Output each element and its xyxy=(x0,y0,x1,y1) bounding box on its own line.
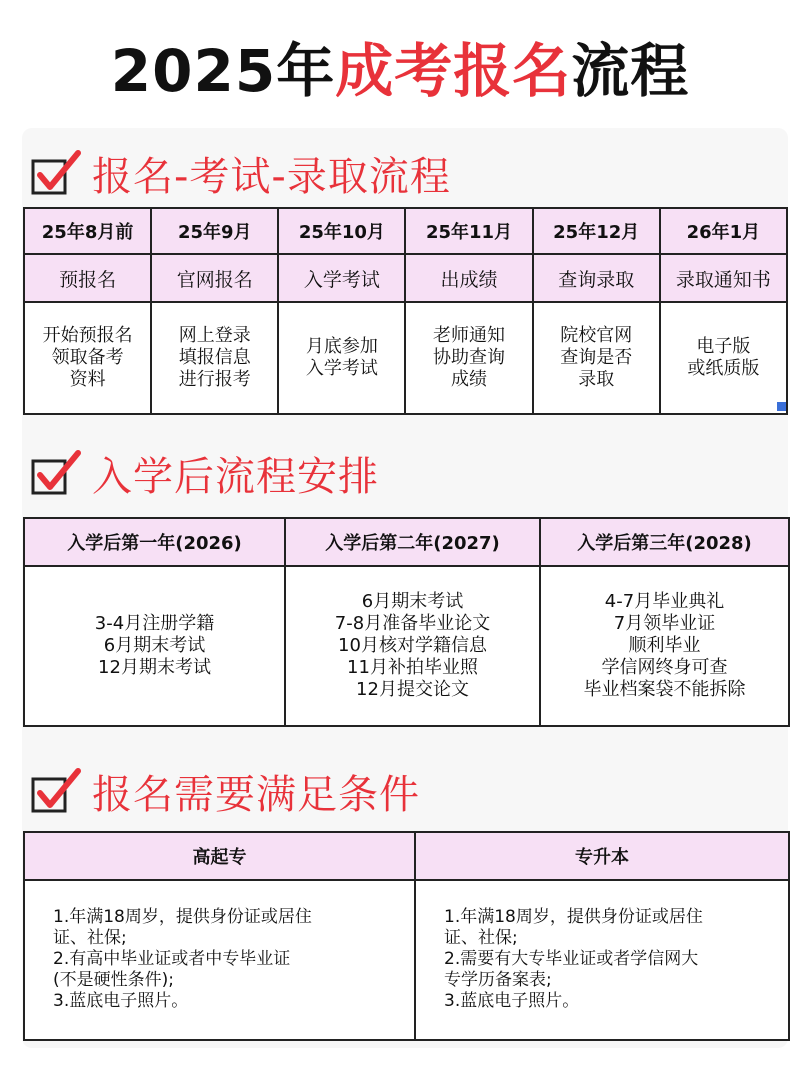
detail-line: 开始预报名 xyxy=(42,325,133,346)
checkbox-check-icon xyxy=(30,765,82,817)
detail-line: 11月补拍毕业照 xyxy=(347,657,478,678)
checkbox-check-icon xyxy=(30,147,82,199)
detail-line: 填报信息 xyxy=(178,347,251,368)
step-label: 出成绩 xyxy=(405,254,532,302)
requirement-line: 专学历备案表; xyxy=(444,970,552,990)
title-highlight: 成考报名 xyxy=(335,37,572,105)
corner-marker xyxy=(777,402,786,411)
detail-line: 毕业档案袋不能拆除 xyxy=(583,679,746,700)
section-title: 报名需要满足条件 xyxy=(92,771,420,818)
step-label: 查询录取 xyxy=(533,254,660,302)
detail-line: 查询是否 xyxy=(560,347,633,368)
step-label: 官网报名 xyxy=(151,254,278,302)
detail-line: 入学考试 xyxy=(305,358,378,379)
detail-line: 成绩 xyxy=(451,369,488,390)
requirement-line: 3.蓝底电子照片。 xyxy=(444,991,580,1011)
detail-line: 12月期末考试 xyxy=(98,657,211,678)
year-detail xyxy=(540,566,789,726)
detail-line: 电子版 xyxy=(696,336,751,357)
table-row xyxy=(24,302,787,414)
year-detail xyxy=(285,566,540,726)
year-header: 入学后第二年(2027) xyxy=(285,518,540,566)
detail-line: 6月期末考试 xyxy=(103,635,206,656)
step-detail xyxy=(24,302,151,414)
detail-line: 领取备考 xyxy=(51,347,124,368)
date-cell: 25年11月 xyxy=(405,208,532,254)
detail-line: 3-4月注册学籍 xyxy=(94,613,215,634)
title-suffix: 流程 xyxy=(571,37,690,105)
detail-line: 录取 xyxy=(578,369,615,390)
detail-line: 网上登录 xyxy=(178,325,251,346)
detail-line: 学信网终身可查 xyxy=(601,657,728,678)
requirement-line: 证、社保; xyxy=(53,928,127,948)
checkbox-check-icon xyxy=(30,447,82,499)
section-title: 报名-考试-录取流程 xyxy=(92,153,451,200)
requirements-table xyxy=(23,831,790,1041)
program-header: 高起专 xyxy=(24,832,415,880)
year-detail xyxy=(24,566,285,726)
step-detail xyxy=(533,302,660,414)
requirement-line: 1.年满18周岁，提供身份证或居住 xyxy=(444,907,703,927)
page-title xyxy=(0,26,800,116)
schedule-table xyxy=(23,517,790,727)
section-title: 入学后流程安排 xyxy=(92,453,379,500)
table-row xyxy=(24,566,789,726)
year-header: 入学后第一年(2026) xyxy=(24,518,285,566)
step-detail xyxy=(151,302,278,414)
requirement-list xyxy=(415,880,789,1040)
table-row xyxy=(24,254,787,302)
requirement-line: (不是硬性条件); xyxy=(53,970,174,990)
detail-line: 老师通知 xyxy=(433,325,506,346)
requirement-line: 3.蓝底电子照片。 xyxy=(53,991,189,1011)
date-cell: 25年9月 xyxy=(151,208,278,254)
step-label: 入学考试 xyxy=(278,254,405,302)
detail-line: 进行报考 xyxy=(178,369,251,390)
requirement-line: 1.年满18周岁，提供身份证或居住 xyxy=(53,907,312,927)
requirement-list xyxy=(24,880,415,1040)
detail-line: 或纸质版 xyxy=(687,358,760,379)
step-label: 预报名 xyxy=(24,254,151,302)
step-label: 录取通知书 xyxy=(660,254,787,302)
date-cell: 26年1月 xyxy=(660,208,787,254)
detail-line: 12月提交论文 xyxy=(356,679,469,700)
date-cell: 25年12月 xyxy=(533,208,660,254)
detail-line: 7月领毕业证 xyxy=(613,613,716,634)
detail-line: 6月期末考试 xyxy=(361,591,464,612)
table-row xyxy=(24,880,789,1040)
detail-line: 7-8月准备毕业论文 xyxy=(334,613,491,634)
section-heading-requirements xyxy=(30,756,420,826)
table-row xyxy=(24,208,787,254)
program-header: 专升本 xyxy=(415,832,789,880)
detail-line: 资料 xyxy=(69,369,106,390)
detail-line: 月底参加 xyxy=(305,336,378,357)
process-table xyxy=(23,207,788,415)
requirement-line: 证、社保; xyxy=(444,928,518,948)
detail-line: 10月核对学籍信息 xyxy=(338,635,487,656)
table-row xyxy=(24,832,789,880)
section-heading-after-enrollment xyxy=(30,438,379,508)
detail-line: 院校官网 xyxy=(560,325,633,346)
step-detail xyxy=(660,302,787,414)
date-cell: 25年8月前 xyxy=(24,208,151,254)
step-detail xyxy=(278,302,405,414)
date-cell: 25年10月 xyxy=(278,208,405,254)
detail-line: 协助查询 xyxy=(433,347,506,368)
table-row xyxy=(24,518,789,566)
title-year: 2025年 xyxy=(110,37,336,105)
detail-line: 顺利毕业 xyxy=(628,635,701,656)
year-header: 入学后第三年(2028) xyxy=(540,518,789,566)
requirement-line: 2.需要有大专毕业证或者学信网大 xyxy=(444,949,699,969)
detail-line: 4-7月毕业典礼 xyxy=(604,591,725,612)
requirement-line: 2.有高中毕业证或者中专毕业证 xyxy=(53,949,291,969)
section-heading-process xyxy=(30,138,451,208)
step-detail xyxy=(405,302,532,414)
